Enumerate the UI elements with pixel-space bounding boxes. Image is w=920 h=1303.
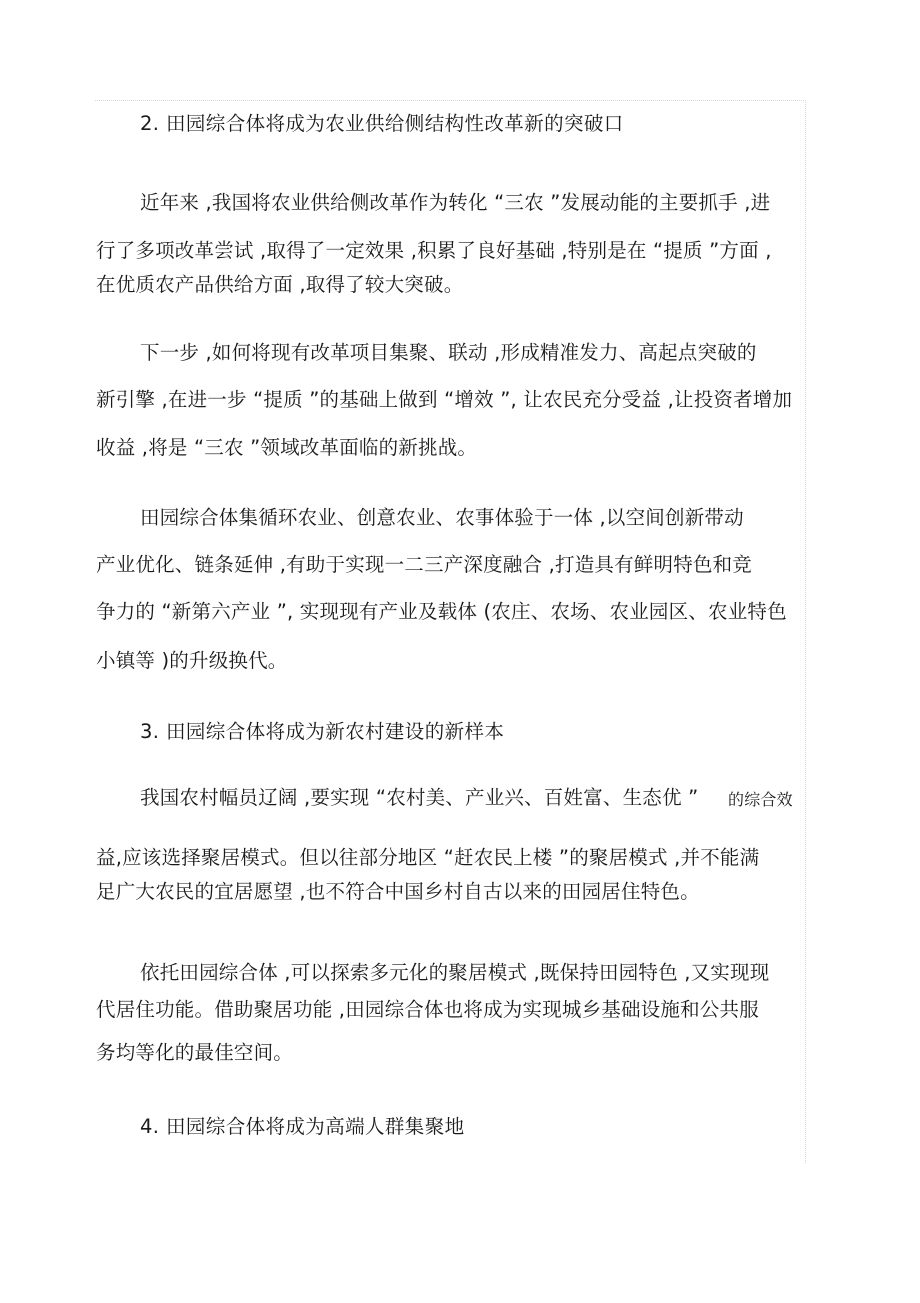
paragraph-line: 收益 ,将是 “三农 ”领域改革面临的新挑战。 <box>96 436 478 459</box>
paragraph-line: 近年来 ,我国将农业供给侧改革作为转化 “三农 ”发展动能的主要抓手 ,进 <box>140 191 771 214</box>
paragraph-line: 依托田园综合体 ,可以探索多元化的聚居模式 ,既保持田园特色 ,又实现现 <box>140 961 770 984</box>
paragraph-line-small: 的综合效 <box>728 790 793 809</box>
section-heading-4: 4. 田园综合体将成为高端人群集聚地 <box>140 1115 465 1138</box>
paragraph-line: 益,应该选择聚居模式。但以往部分地区 “赶农民上楼 ”的聚居模式 ,并不能满 <box>96 846 760 869</box>
paragraph-line: 行了多项改革尝试 ,取得了一定效果 ,积累了良好基础 ,特别是在 “提质 ”方面 , <box>96 239 772 262</box>
paragraph-line: 足广大农民的宜居愿望 ,也不符合中国乡村自古以来的田园居住特色。 <box>96 880 700 903</box>
paragraph-line: 小镇等 )的升级换代。 <box>96 649 288 672</box>
paragraph-line: 争力的 “新第六产业 ”, 实现现有产业及载体 (农庄、农场、农业园区、农业特色 <box>96 600 787 623</box>
paragraph-line: 代居住功能。借助聚居功能 ,田园综合体也将成为实现城乡基础设施和公共服 <box>96 998 759 1021</box>
paragraph-line: 田园综合体集循环农业、创意农业、农事体验于一体 ,以空间创新带动 <box>140 506 744 529</box>
section-heading-2: 2. 田园综合体将成为农业供给侧结构性改革新的突破口 <box>140 112 624 135</box>
section-heading-3: 3. 田园综合体将成为新农村建设的新样本 <box>140 720 505 743</box>
paragraph-line: 产业优化、链条延伸 ,有助于实现一二三产深度融合 ,打造具有鲜明特色和竞 <box>96 553 752 576</box>
paragraph-line: 务均等化的最佳空间。 <box>96 1041 294 1064</box>
paragraph-line: 在优质农产品供给方面 ,取得了较大突破。 <box>96 273 464 296</box>
paragraph-line: 我国农村幅员辽阔 ,要实现 “农村美、产业兴、百姓富、生态优 ” <box>140 786 699 809</box>
paragraph-line: 新引擎 ,在进一步 “提质 ”的基础上做到 “增效 ”, 让农民充分受益 ,让投资者增加 <box>96 388 793 411</box>
paragraph-line: 下一步 ,如何将现有改革项目集聚、联动 ,形成精准发力、高起点突破的 <box>140 341 757 364</box>
